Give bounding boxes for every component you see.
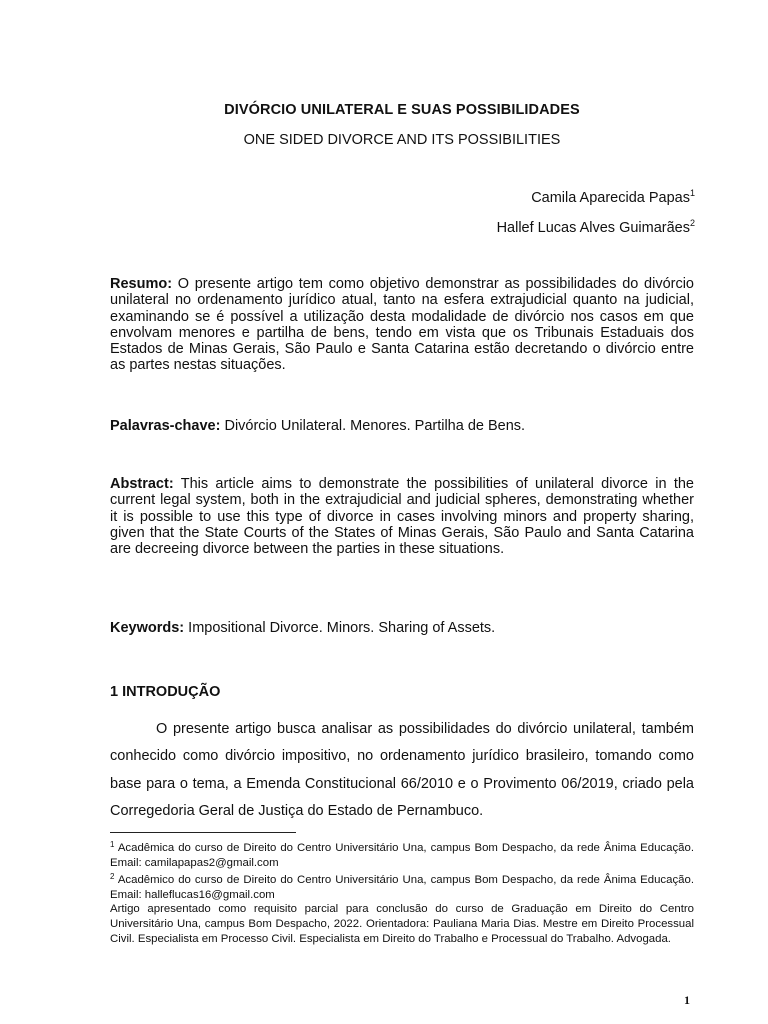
section-heading: 1 INTRODUÇÃO bbox=[110, 684, 221, 700]
palavras-chave-paragraph bbox=[110, 418, 694, 434]
page-number: 1 bbox=[684, 993, 690, 1007]
footnote-divider bbox=[110, 832, 296, 833]
author-1 bbox=[531, 188, 695, 206]
footnotes bbox=[110, 838, 694, 946]
resumo-text: O presente artigo tem como objetivo demonstrar as possibilidades do divórcio unilateral no ordenamento jurídico atual, tanto na esfera extrajudicial quanto na judicial, examinando se é possível a utilização desta modalidade de divórcio nos casos em que envolvam menores e partilha de bens, tendo em vista que os Tribunais Estaduais dos Estados de Minas Gerais, São Paulo e Santa Catarina estão decretando o divórcio entre as partes nestas situações. bbox=[110, 276, 694, 374]
footnote-text: Acadêmico do curso de Direito do Centro Universitário Una, campus Bom Despacho, da rede Ânima Educação. Email: halleflucas16@gmail.com bbox=[110, 874, 694, 901]
abstract-text: This article aims to demonstrate the possibilities of unilateral divorce in the current legal system, both in the extrajudicial and judicial spheres, demonstrating whether it is possible to use this type of divorce in cases involving minors and property sharing, given that the State Courts of the States of Minas Gerais, São Paulo and Santa Catarina are decreeing divorce between the parties in these situations. bbox=[110, 476, 694, 558]
author-name: Camila Aparecida Papas bbox=[531, 190, 690, 206]
document-title: DIVÓRCIO UNILATERAL E SUAS POSSIBILIDADES bbox=[224, 102, 580, 118]
intro-paragraph: O presente artigo busca analisar as possibilidades do divórcio unilateral, também conhecido como divórcio impositivo, no ordenamento jurídico brasileiro, tomando como base para o tema, a Emenda Constitucional 66/2010 e o Provimento 06/2019, criado pela Corregedoria Geral de Justiça do Estado de Pernambuco. bbox=[110, 721, 694, 820]
footnote-article-note: Artigo apresentado como requisito parcial para conclusão do curso de Graduação em Direito do Centro Universitário Una, campus Bom Despacho, 2022. Orientadora: Pauliana Maria Dias. Mestre em Direito Processual Civil. Especialista em Processo Civil. Especialista em Direito do Trabalho e Processual do Trabalho. Advogada. bbox=[110, 903, 694, 945]
footnote-mark: 2 bbox=[110, 872, 115, 882]
author-name: Hallef Lucas Alves Guimarães bbox=[496, 220, 690, 236]
footnote-1 bbox=[110, 838, 694, 870]
keywords-paragraph bbox=[110, 620, 694, 636]
document-subtitle: ONE SIDED DIVORCE AND ITS POSSIBILITIES bbox=[243, 132, 561, 148]
keywords-label: Keywords: bbox=[110, 620, 185, 636]
author-2 bbox=[497, 218, 695, 236]
footnote-mark: 1 bbox=[110, 840, 115, 849]
abstract-label: Abstract: bbox=[110, 476, 174, 492]
abstract-paragraph bbox=[110, 476, 694, 557]
palavras-chave-text: Divórcio Unilateral. Menores. Partilha de Bens. bbox=[220, 418, 526, 434]
footnote-marker[interactable]: 1 bbox=[689, 188, 695, 198]
footnote-2 bbox=[110, 870, 694, 902]
footnote-text: Acadêmica do curso de Direito do Centro Universitário Una, campus Bom Despacho, da rede Ânima Educação. Email: camilapapas2@gmail.com bbox=[110, 842, 694, 869]
resumo-paragraph bbox=[110, 276, 694, 374]
keywords-text: Impositional Divorce. Minors. Sharing of Assets. bbox=[184, 620, 496, 636]
palavras-chave-label: Palavras-chave: bbox=[110, 418, 221, 434]
footnote-marker[interactable]: 2 bbox=[689, 218, 695, 228]
resumo-label: Resumo: bbox=[110, 276, 173, 292]
